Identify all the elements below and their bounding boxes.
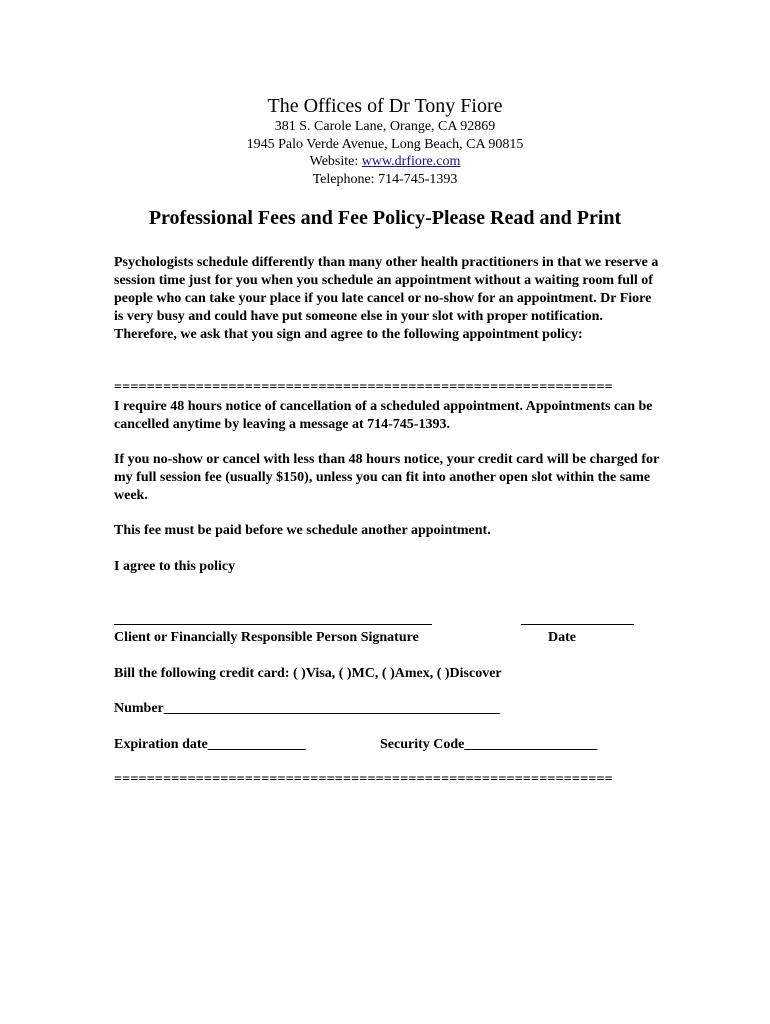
expiration-row	[114, 736, 306, 754]
security-code-field[interactable]: ___________________	[464, 737, 598, 752]
document-title: Professional Fees and Fee Policy-Please Read and Print	[148, 207, 622, 229]
payment-requirement: This fee must be paid before we schedule another appointment.	[114, 523, 491, 538]
card-number-row	[114, 700, 500, 718]
website-label: Website:	[309, 154, 362, 169]
security-code-row	[380, 736, 597, 754]
telephone-line: Telephone: 714-745-1393	[312, 171, 458, 187]
website-line	[0, 153, 770, 171]
cancellation-notice: I require 48 hours notice of cancellation of a scheduled appointment. Appointments can be cancelled anytime by leaving a message at 714-745-1393.	[114, 399, 653, 432]
divider-top: =============================================================	[114, 380, 613, 395]
signature-field[interactable]	[114, 624, 432, 625]
address-orange: 381 S. Carole Lane, Orange, CA 92869	[274, 119, 496, 134]
divider-bottom: =============================================================	[114, 772, 613, 787]
agreement-statement: I agree to this policy	[114, 559, 236, 574]
date-label: Date	[548, 630, 576, 645]
practice-name: The Offices of Dr Tony Fiore	[267, 95, 503, 117]
date-field[interactable]	[521, 624, 634, 625]
credit-card-selection: Bill the following credit card: ( )Visa, ( )MC, ( )Amex, ( )Discover	[114, 666, 502, 681]
security-code-label: Security Code	[380, 737, 465, 752]
address-long-beach: 1945 Palo Verde Avenue, Long Beach, CA 90815	[246, 136, 524, 152]
card-number-field[interactable]: ________________________________________________	[163, 701, 500, 716]
card-number-label: Number	[114, 701, 164, 716]
letterhead	[0, 94, 770, 188]
website-link[interactable]: www.drfiore.com	[361, 154, 461, 169]
no-show-policy: If you no-show or cancel with less than 48 hours notice, your credit card will be charged for my full session fee (usually $150), unless you can fit into another open slot within the same week.	[114, 452, 659, 503]
intro-paragraph: Psychologists schedule differently than many other health practitioners in that we reserve a session time just for you when you schedule an appointment without a waiting room full of people who can take your place if you late cancel or no-show for an appointment. Dr Fiore is very busy and could have put someone else in your slot with proper notification. Therefore, we ask that you sign and agree to the following appointment policy:	[114, 255, 659, 342]
signature-label: Client or Financially Responsible Person Signature	[114, 630, 419, 645]
expiration-label: Expiration date	[114, 737, 208, 752]
expiration-field[interactable]: ______________	[207, 737, 306, 752]
